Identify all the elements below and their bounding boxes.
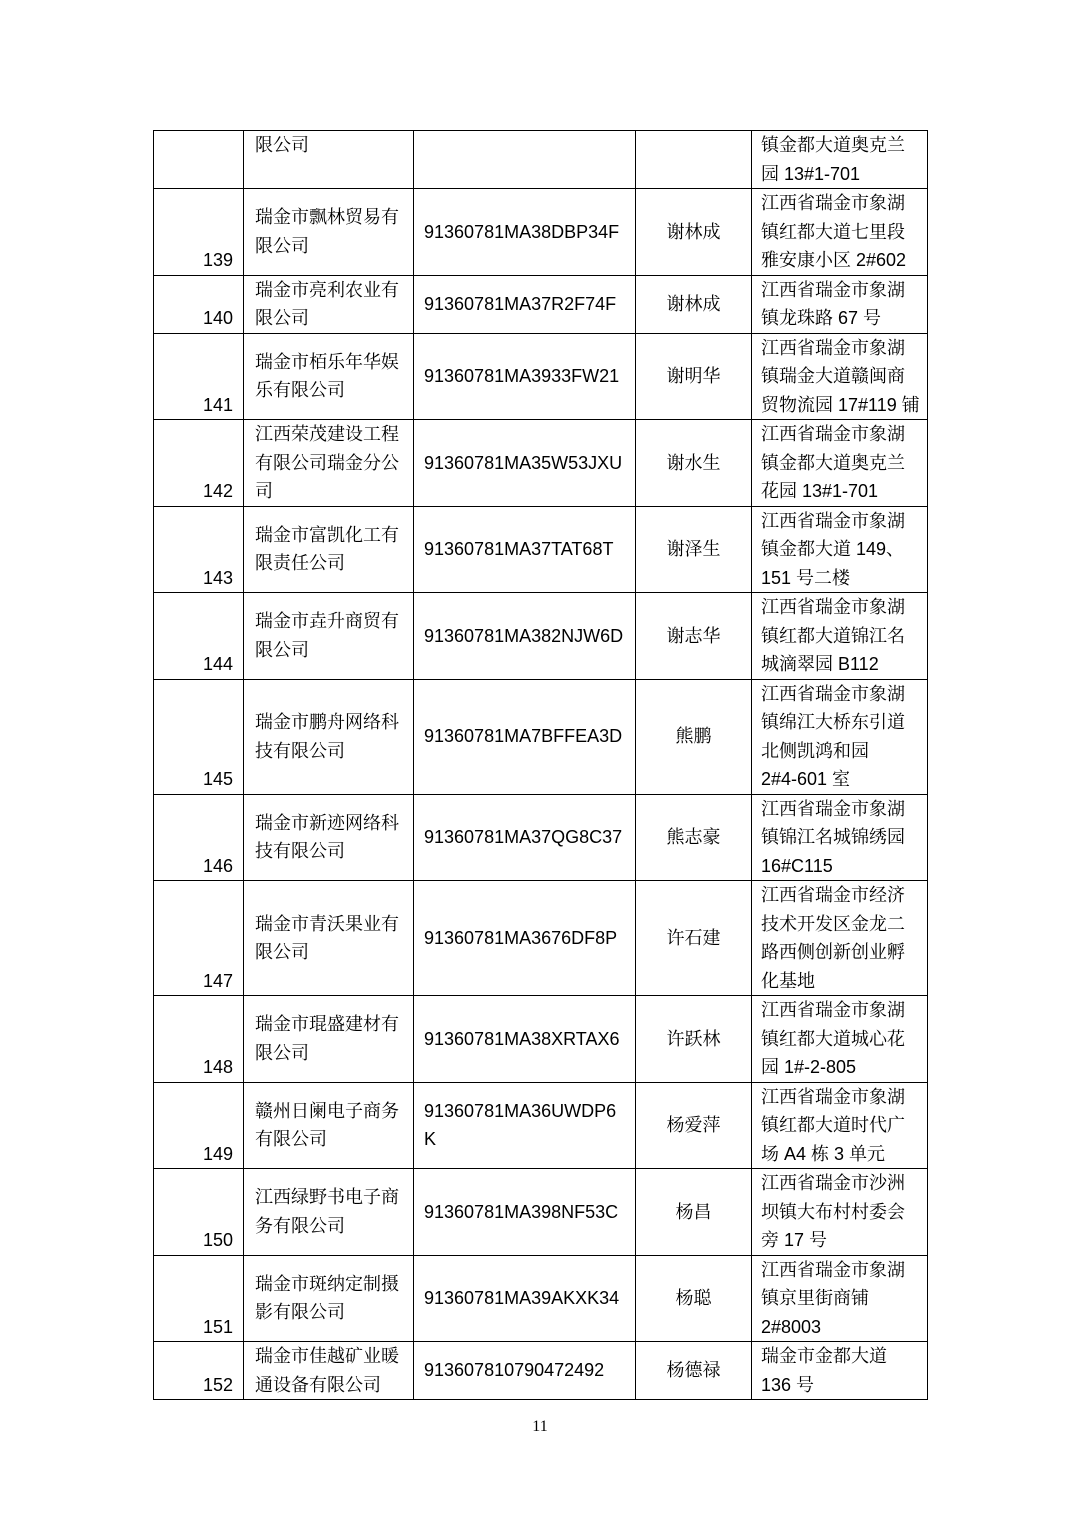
address-cell: 江西省瑞金市象湖 镇绵江大桥东引道 北侧凯鸿和园 2#4-601 室 bbox=[752, 679, 928, 794]
table-row bbox=[154, 996, 928, 1083]
legal-person-cell: 杨聪 bbox=[636, 1255, 752, 1342]
row-number-cell: 143 bbox=[154, 506, 244, 593]
legal-person-cell: 谢明华 bbox=[636, 333, 752, 420]
address-cell: 江西省瑞金市象湖 镇金都大道奥克兰 花园 13#1-701 bbox=[752, 420, 928, 507]
credit-code-cell: 91360781MA382NJW6D bbox=[414, 593, 636, 680]
table-row bbox=[154, 189, 928, 276]
row-number-cell: 139 bbox=[154, 189, 244, 276]
credit-code-cell: 91360781MA39AKXK34 bbox=[414, 1255, 636, 1342]
table-row bbox=[154, 275, 928, 333]
row-number-cell: 149 bbox=[154, 1082, 244, 1169]
row-number-cell: 142 bbox=[154, 420, 244, 507]
legal-person-cell: 杨德禄 bbox=[636, 1342, 752, 1400]
company-name-cell: 瑞金市新迹网络科 技有限公司 bbox=[244, 794, 414, 881]
row-number-cell: 150 bbox=[154, 1169, 244, 1256]
credit-code-cell: 91360781MA37QG8C37 bbox=[414, 794, 636, 881]
legal-person-cell bbox=[636, 131, 752, 189]
legal-person-cell: 熊志豪 bbox=[636, 794, 752, 881]
company-name-cell: 瑞金市琨盛建材有 限公司 bbox=[244, 996, 414, 1083]
table-row bbox=[154, 593, 928, 680]
page-number: 11 bbox=[532, 1418, 548, 1435]
address-cell: 江西省瑞金市象湖 镇龙珠路 67 号 bbox=[752, 275, 928, 333]
row-number-cell: 144 bbox=[154, 593, 244, 680]
address-cell: 江西省瑞金市象湖 镇金都大道 149、 151 号二楼 bbox=[752, 506, 928, 593]
credit-code-cell: 913607810790472492 bbox=[414, 1342, 636, 1400]
company-name-cell: 瑞金市垚升商贸有 限公司 bbox=[244, 593, 414, 680]
address-cell: 瑞金市金都大道 136 号 bbox=[752, 1342, 928, 1400]
credit-code-cell: 91360781MA38DBP34F bbox=[414, 189, 636, 276]
table-row bbox=[154, 794, 928, 881]
company-name-cell: 瑞金市斑纳定制摄 影有限公司 bbox=[244, 1255, 414, 1342]
table-row bbox=[154, 333, 928, 420]
table-row bbox=[154, 131, 928, 189]
table-row bbox=[154, 1169, 928, 1256]
credit-code-cell: 91360781MA36UWDP6 K bbox=[414, 1082, 636, 1169]
legal-person-cell: 许跃林 bbox=[636, 996, 752, 1083]
legal-person-cell: 熊鹏 bbox=[636, 679, 752, 794]
table-row bbox=[154, 679, 928, 794]
address-cell: 江西省瑞金市经济 技术开发区金龙二 路西侧创新创业孵 化基地 bbox=[752, 881, 928, 996]
company-name-cell: 限公司 bbox=[244, 131, 414, 189]
credit-code-cell: 91360781MA35W53JXU bbox=[414, 420, 636, 507]
row-number-cell: 145 bbox=[154, 679, 244, 794]
row-number-cell: 151 bbox=[154, 1255, 244, 1342]
company-name-cell: 瑞金市飘林贸易有 限公司 bbox=[244, 189, 414, 276]
table-row bbox=[154, 881, 928, 996]
credit-code-cell: 91360781MA7BFFEA3D bbox=[414, 679, 636, 794]
credit-code-cell: 91360781MA398NF53C bbox=[414, 1169, 636, 1256]
legal-person-cell: 谢水生 bbox=[636, 420, 752, 507]
credit-code-cell bbox=[414, 131, 636, 189]
company-name-cell: 瑞金市鹏舟网络科 技有限公司 bbox=[244, 679, 414, 794]
legal-person-cell: 谢泽生 bbox=[636, 506, 752, 593]
legal-person-cell: 谢志华 bbox=[636, 593, 752, 680]
company-table bbox=[153, 130, 928, 1400]
row-number-cell: 141 bbox=[154, 333, 244, 420]
company-name-cell: 江西荣茂建设工程 有限公司瑞金分公 司 bbox=[244, 420, 414, 507]
credit-code-cell: 91360781MA3933FW21 bbox=[414, 333, 636, 420]
company-name-cell: 瑞金市栢乐年华娱 乐有限公司 bbox=[244, 333, 414, 420]
legal-person-cell: 谢林成 bbox=[636, 275, 752, 333]
legal-person-cell: 许石建 bbox=[636, 881, 752, 996]
company-name-cell: 瑞金市佳越矿业暖 通设备有限公司 bbox=[244, 1342, 414, 1400]
address-cell: 江西省瑞金市象湖 镇锦江名城锦绣园 16#C115 bbox=[752, 794, 928, 881]
legal-person-cell: 杨昌 bbox=[636, 1169, 752, 1256]
company-name-cell: 瑞金市青沃果业有 限公司 bbox=[244, 881, 414, 996]
credit-code-cell: 91360781MA37TAT68T bbox=[414, 506, 636, 593]
table-row bbox=[154, 1342, 928, 1400]
table-row bbox=[154, 1255, 928, 1342]
credit-code-cell: 91360781MA38XRTAX6 bbox=[414, 996, 636, 1083]
credit-code-cell: 91360781MA37R2F74F bbox=[414, 275, 636, 333]
company-name-cell: 江西绿野书电子商 务有限公司 bbox=[244, 1169, 414, 1256]
company-name-cell: 瑞金市富凯化工有 限责任公司 bbox=[244, 506, 414, 593]
legal-person-cell: 谢林成 bbox=[636, 189, 752, 276]
address-cell: 江西省瑞金市象湖 镇红都大道七里段 雅安康小区 2#602 bbox=[752, 189, 928, 276]
address-cell: 江西省瑞金市象湖 镇京里街商铺 2#8003 bbox=[752, 1255, 928, 1342]
address-cell: 江西省瑞金市象湖 镇红都大道城心花 园 1#-2-805 bbox=[752, 996, 928, 1083]
address-cell: 江西省瑞金市象湖 镇红都大道锦江名 城滴翠园 B112 bbox=[752, 593, 928, 680]
credit-code-cell: 91360781MA3676DF8P bbox=[414, 881, 636, 996]
table-row bbox=[154, 420, 928, 507]
row-number-cell bbox=[154, 131, 244, 189]
address-cell: 江西省瑞金市象湖 镇红都大道时代广 场 A4 栋 3 单元 bbox=[752, 1082, 928, 1169]
company-name-cell: 赣州日阑电子商务 有限公司 bbox=[244, 1082, 414, 1169]
table-row bbox=[154, 1082, 928, 1169]
address-cell: 江西省瑞金市象湖 镇瑞金大道赣闽商 贸物流园 17#119 铺 bbox=[752, 333, 928, 420]
legal-person-cell: 杨爱萍 bbox=[636, 1082, 752, 1169]
row-number-cell: 147 bbox=[154, 881, 244, 996]
row-number-cell: 152 bbox=[154, 1342, 244, 1400]
table-row bbox=[154, 506, 928, 593]
row-number-cell: 148 bbox=[154, 996, 244, 1083]
company-name-cell: 瑞金市亮利农业有 限公司 bbox=[244, 275, 414, 333]
row-number-cell: 146 bbox=[154, 794, 244, 881]
row-number-cell: 140 bbox=[154, 275, 244, 333]
address-cell: 江西省瑞金市沙洲 坝镇大布村村委会 旁 17 号 bbox=[752, 1169, 928, 1256]
address-cell: 镇金都大道奥克兰 园 13#1-701 bbox=[752, 131, 928, 189]
